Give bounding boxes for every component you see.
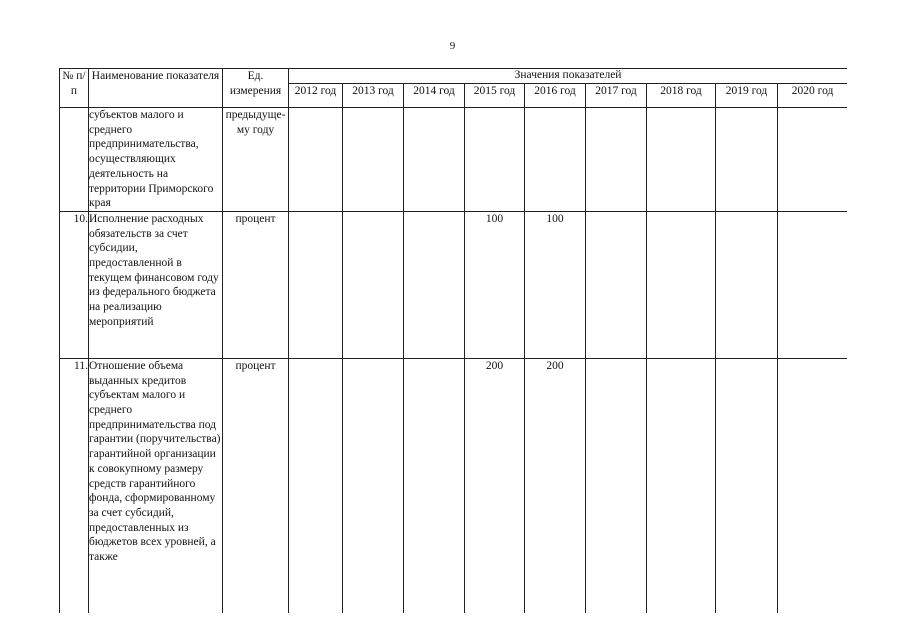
value-cell (525, 108, 586, 212)
indicator-unit: процент (223, 211, 289, 358)
value-cell (647, 358, 716, 613)
value-cell (289, 358, 343, 613)
value-cell (343, 108, 404, 212)
header-year: 2018 год (647, 84, 716, 108)
value-cell (586, 211, 647, 358)
row-number: 11. (60, 358, 89, 613)
header-year: 2020 год (778, 84, 848, 108)
value-cell (778, 211, 848, 358)
value-cell (465, 108, 525, 212)
value-cell (778, 108, 848, 212)
value-cell (404, 358, 465, 613)
row-number: 10. (60, 211, 89, 358)
table-row (60, 211, 848, 358)
header-unit: Ед. измерения (223, 69, 289, 108)
value-cell: 200 (525, 358, 586, 613)
table-row (60, 358, 848, 613)
value-cell (716, 211, 778, 358)
header-year: 2019 год (716, 84, 778, 108)
value-cell (586, 108, 647, 212)
value-cell (716, 358, 778, 613)
header-year: 2015 год (465, 84, 525, 108)
value-cell (343, 211, 404, 358)
indicators-table (59, 68, 847, 613)
value-cell: 100 (465, 211, 525, 358)
header-year: 2016 год (525, 84, 586, 108)
value-cell (778, 358, 848, 613)
indicator-name: Исполнение расходных обязательств за счет субсидии, предоставленной в текущем финансовом году из федерального бюджета на реализацию мероприятий (89, 211, 223, 358)
value-cell (647, 108, 716, 212)
indicator-unit: предыдуще-му году (223, 108, 289, 212)
header-year: 2012 год (289, 84, 343, 108)
value-cell (404, 211, 465, 358)
header-year: 2017 год (586, 84, 647, 108)
document-sheet (59, 68, 847, 613)
value-cell (343, 358, 404, 613)
header-values: Значения показателей (289, 69, 848, 84)
value-cell (404, 108, 465, 212)
header-year: 2013 год (343, 84, 404, 108)
header-name: Наименование показателя (89, 69, 223, 108)
indicator-unit: процент (223, 358, 289, 613)
header-year: 2014 год (404, 84, 465, 108)
value-cell (289, 211, 343, 358)
value-cell: 100 (525, 211, 586, 358)
row-number (60, 108, 89, 212)
indicator-name: субъектов малого и среднего предпринимательства, осуществляющих деятельность на территории Приморского края (89, 108, 223, 212)
value-cell (586, 358, 647, 613)
indicator-name: Отношение объема выданных кредитов субъектам малого и среднего предпринимательства под гарантии (поручительства) гарантийной организации к совокупному размеру средств гарантийного фонда, сформированному за счет субсидий, предоставленных из бюджетов всех уровней, а также (89, 358, 223, 613)
value-cell (289, 108, 343, 212)
value-cell: 200 (465, 358, 525, 613)
value-cell (647, 211, 716, 358)
value-cell (716, 108, 778, 212)
header-num: № п/п (60, 69, 89, 108)
table-row (60, 108, 848, 212)
page-number: 9 (449, 40, 456, 52)
